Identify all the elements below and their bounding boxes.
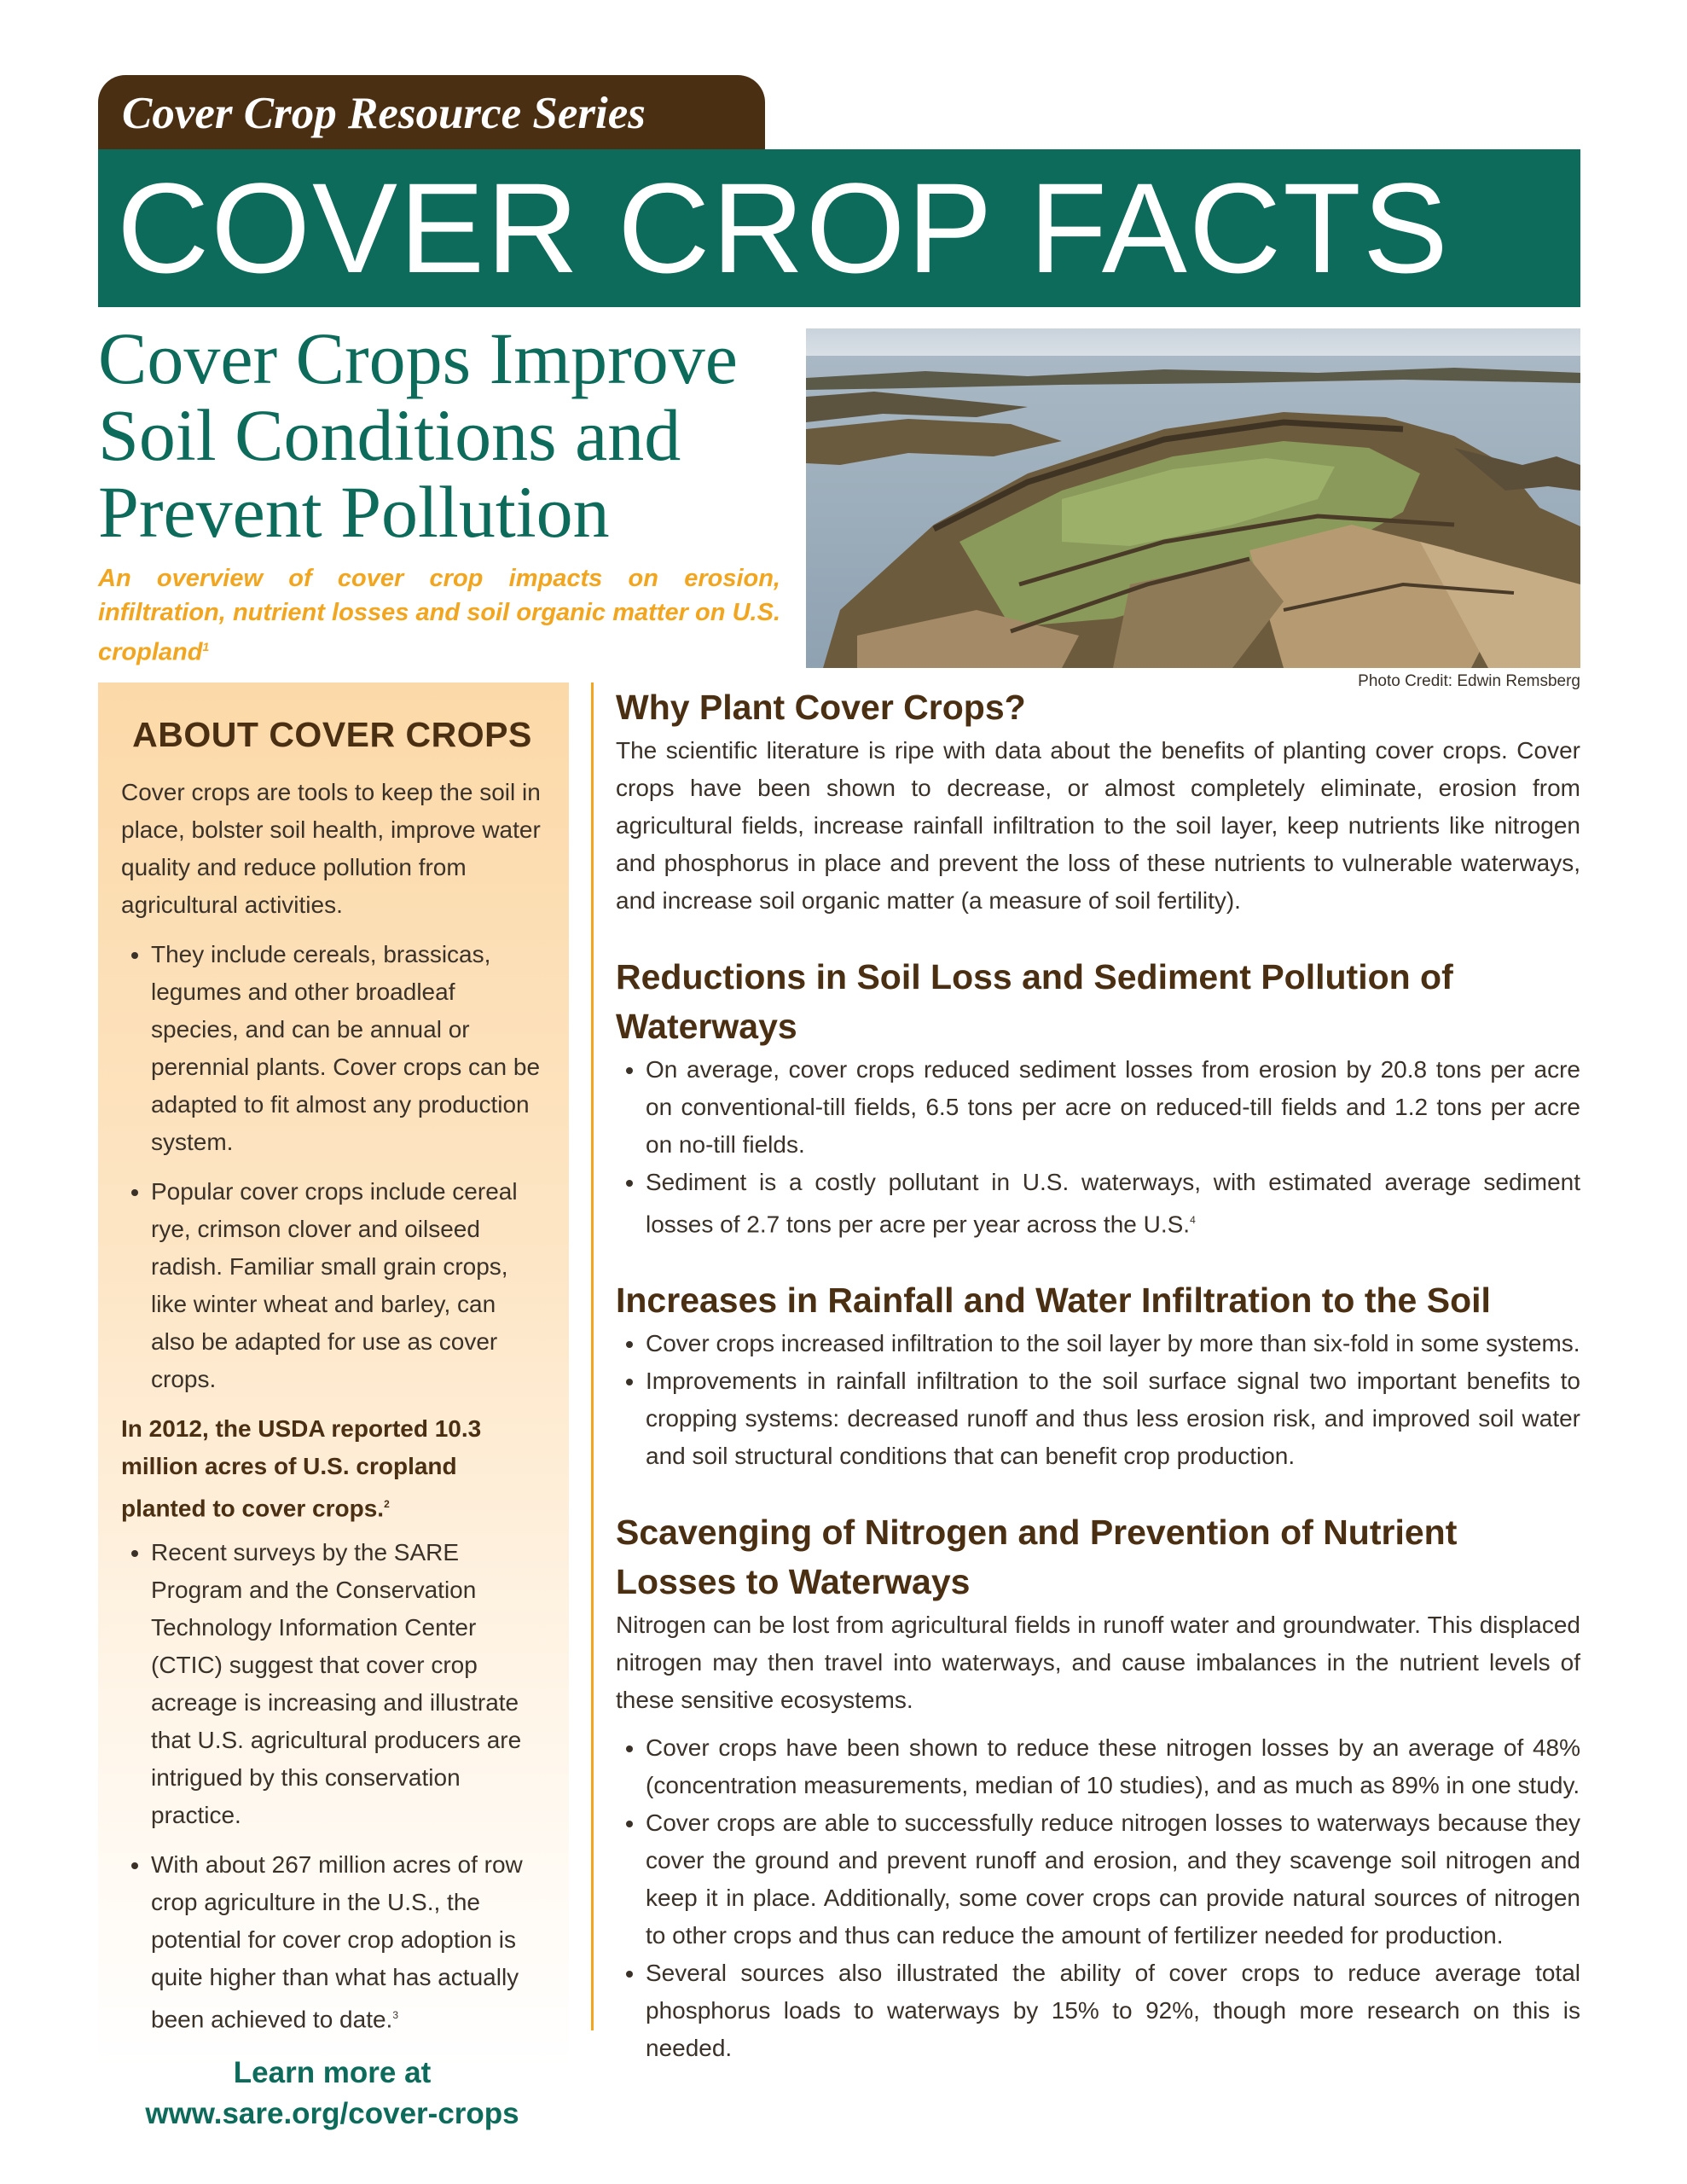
main-content (616, 682, 1580, 2100)
aerial-farm-photo (806, 328, 1580, 668)
section-list (616, 1325, 1580, 1475)
list-item: • On average, cover crops reduced sediment losses from erosion by 20.8 tons per acre on conventional-till fields, 6.5 tons per acre on reduced-till fields and 1.2 tons per acre on no-till fields. (646, 1051, 1580, 1164)
section-list (616, 1051, 1580, 1243)
list-item (151, 1846, 543, 2038)
section-text: The scientific literature is ripe with data about the benefits of planting cover crops. Cover crops have been shown to decrease, or almost completely eliminate, erosion from agricultural fields, increase rainfall infiltration to the soil layer, keep nutrients like nitrogen and phosphorus in place and prevent the loss of these nutrients to vulnerable waterways, and increase soil organic matter (a measure of soil fertility). (616, 737, 1580, 914)
usda-stat (121, 1410, 543, 1527)
section-infiltration (616, 1275, 1580, 1475)
section-heading: Increases in Rainfall and Water Infiltration to the Soil (616, 1281, 1491, 1321)
list-item: • Several sources also illustrated the ability of cover crops to reduce average total phosphorus loads to waterways by 15% to 92%, though more research on this is needed. (646, 1955, 1580, 2067)
section-heading: Reductions in Soil Loss and Sediment Pollution of Waterways (616, 957, 1453, 1046)
footnote-ref: 1 (202, 640, 210, 653)
learn-more-label: Learn more at (233, 2055, 432, 2089)
photo-credit: Photo Credit: Edwin Remsberg (1358, 672, 1580, 690)
about-cover-crops-sidebar (98, 682, 569, 2130)
section-heading: Why Plant Cover Crops? (616, 688, 1026, 727)
list-item: • Popular cover crops include cereal rye, crimson clover and oilseed radish. Familiar small grain crops, like winter wheat and barley, can also be adapted for use as cover crops. (151, 1173, 543, 1398)
subtitle (98, 561, 780, 670)
headline-line-2: Soil Conditions and (98, 394, 681, 476)
list-item: • Cover crops are able to successfully reduce nitrogen losses to waterways because they cover the ground and prevent runoff and erosion, and they scavenge soil nitrogen and keep it in place. Additionally, some cover crops can provide natural sources of nitrogen to other crops and thus can reduce the amount of fertilizer needed for production. (646, 1804, 1580, 1955)
footnote-ref: 4 (1190, 1214, 1196, 1226)
sidebar-list-1 (121, 936, 543, 1398)
section-text: Nitrogen can be lost from agricultural fields in runoff water and groundwater. This displaced nitrogen may then travel into waterways, and cause imbalances in the nutrient levels of these sensitive ecosystems. (616, 1612, 1580, 1714)
list-item: • Cover crops have been shown to reduce these nitrogen losses by an average of 48% (concentration measurements, median of 10 studies), and as much as 89% in one study. (646, 1729, 1580, 1804)
headline (98, 317, 797, 553)
headline-line-3: Prevent Pollution (98, 471, 610, 553)
footnote-ref: 3 (392, 2009, 399, 2022)
learn-more (121, 2053, 543, 2135)
aerial-landscape-illustration (806, 328, 1580, 668)
column-divider (591, 682, 594, 2030)
list-item: • They include cereals, brassicas, legumes and other broadleaf species, and can be annual or perennial plants. Cover crops can be adapted to fit almost any production system. (151, 936, 543, 1161)
list-item-text: Sediment is a costly pollutant in U.S. waterways, with estimated average sediment losses of 2.7 tons per acre per year across the U.S. (646, 1169, 1580, 1238)
sidebar-heading: ABOUT COVER CROPS (132, 715, 532, 754)
usda-stat-text: In 2012, the USDA reported 10.3 million acres of U.S. cropland planted to cover crops. (121, 1415, 482, 1522)
sidebar-intro: Cover crops are tools to keep the soil in place, bolster soil health, improve water quality and reduce pollution from agricultural activities. (121, 779, 541, 918)
section-why-plant (616, 682, 1580, 920)
learn-more-link[interactable]: www.sare.org/cover-crops (145, 2096, 519, 2130)
list-item (646, 1164, 1580, 1243)
list-item: • Recent surveys by the SARE Program and the Conservation Technology Information Center (CTIC) suggest that cover crop acreage is increasing and illustrate that U.S. agricultural producers are intrigued by this conservation practice. (151, 1534, 543, 1834)
headline-line-1: Cover Crops Improve (98, 317, 738, 399)
list-item-text: With about 267 million acres of row crop agriculture in the U.S., the potential for cover crop adoption is quite higher than what has actually been achieved to date. (151, 1851, 523, 2033)
section-soil-loss (616, 952, 1580, 1243)
section-nitrogen (616, 1507, 1580, 2067)
series-label: Cover Crop Resource Series (98, 75, 765, 152)
sidebar-list-2 (121, 1534, 543, 2038)
section-heading: Scavenging of Nitrogen and Prevention of Nutrient Losses to Waterways (616, 1513, 1458, 1602)
subtitle-text: An overview of cover crop impacts on erosion, infiltration, nutrient losses and soil organic matter on U.S. cropland (98, 565, 780, 666)
section-list (616, 1729, 1580, 2067)
footnote-ref: 2 (384, 1498, 390, 1510)
page-title: COVER CROP FACTS (98, 149, 1580, 307)
list-item: • Improvements in rainfall infiltration to the soil surface signal two important benefits to cropping systems: decreased runoff and thus less erosion risk, and improved soil water and soil structural conditions that can benefit crop production. (646, 1362, 1580, 1475)
list-item: • Cover crops increased infiltration to the soil layer by more than six-fold in some systems. (646, 1325, 1580, 1362)
